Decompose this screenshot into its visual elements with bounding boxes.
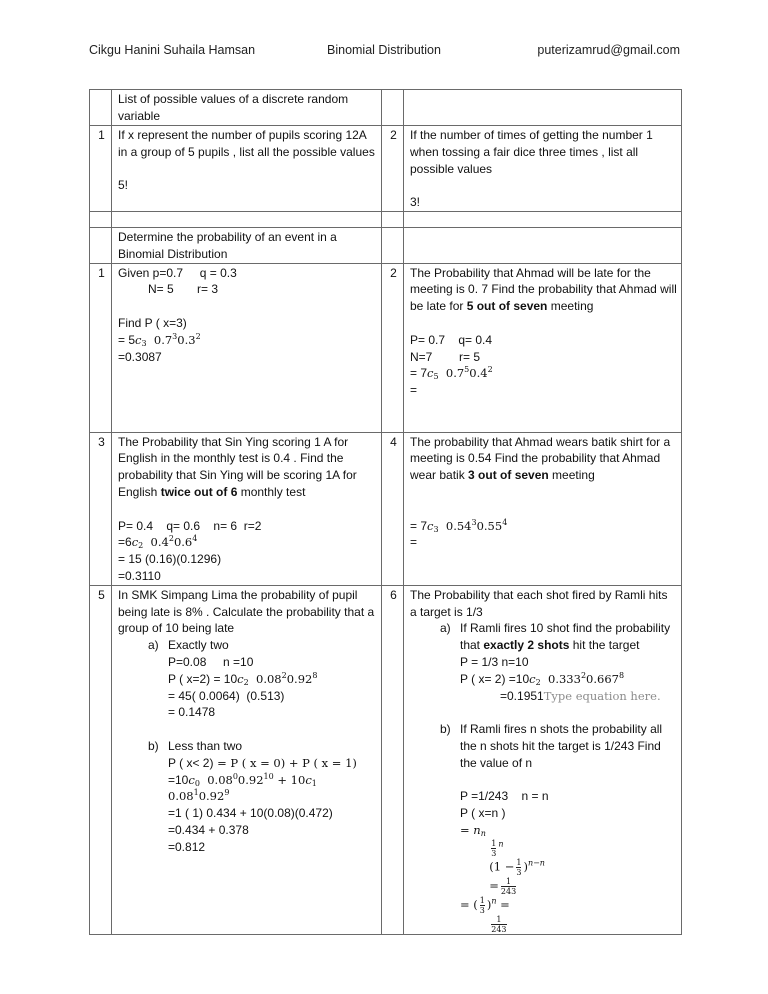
- formula: P ( $x= 2) =10c_2$ 0.333$^2$0.667$^8$: [460, 670, 625, 687]
- working-step: =0.434 + 0.378: [168, 822, 249, 837]
- empty-cell: [404, 228, 682, 264]
- formula: P ( x< 2) = P ( x = 0) + P ( x = 1): [168, 755, 357, 770]
- result: =0.1951Type equation here.: [500, 688, 661, 703]
- section-heading-text: List of possible values of a discrete random variable: [118, 92, 349, 123]
- part-label: a): [440, 621, 451, 636]
- question-cell: [404, 126, 682, 212]
- question-text: In SMK Simpang Lima the probability of pupil being late is 8% . Calculate the probability that a group of 10 being late: [118, 587, 375, 636]
- formula: 0.08$^1$0.92$^9$: [168, 788, 230, 804]
- formula: = $5c_3$ $0.7^30.3^2$: [118, 331, 201, 348]
- question-text: The probability that Ahmad wears batik shirt for a meeting is 0.54 Find the probability that Ahmad wear batik 3 out of seven meeting: [410, 434, 671, 483]
- question-text: If the number of times of getting the number 1 when tossing a fair dice three times , list all possible values: [410, 128, 653, 176]
- answer-text: 3!: [410, 195, 421, 210]
- question-text: If x represent the number of pupils scoring 12A in a group of 5 pupils , list all the possible values: [118, 128, 375, 159]
- empty-cell: [90, 228, 112, 264]
- part-a-text: If Ramli fires 10 shot find the probability that exactly 2 shots hit the target: [460, 621, 671, 653]
- formula: $=6c_2$ $0.4^20.6^4$: [118, 534, 198, 551]
- section-2-header-row: [90, 228, 682, 264]
- section-heading-text: Determine the probability of an event in a Binomial Distribution: [118, 230, 337, 261]
- question-cell: [404, 263, 682, 432]
- question-number: 3: [90, 432, 112, 585]
- page-header: [89, 43, 680, 61]
- separator-row: [90, 212, 682, 228]
- question-row: [90, 585, 682, 934]
- question-number: 1: [90, 126, 112, 212]
- question-number: 5: [90, 585, 112, 934]
- params: P= 0.4 q= 0.6 n= 6 r=2: [118, 518, 262, 533]
- params: P =1/243 n = n: [460, 789, 549, 804]
- worksheet-table: [89, 89, 682, 935]
- result: = 0.1478: [168, 705, 216, 720]
- given-values: Given p=0.7 q = 0.3: [118, 265, 237, 280]
- question-text: The Probability that Sin Ying scoring 1 A for English in the monthly test is 0.4 . Find the probability that Sin Ying will be scoring 1A for English twice out of 6 monthly test: [118, 434, 357, 499]
- document-title: Binomial Distribution: [327, 43, 441, 57]
- part-b: [410, 721, 677, 771]
- find-statement: P ( x=n ): [460, 806, 506, 821]
- working-step: =1 ( 1) 0.434 + 10(0.08)(0.472): [168, 806, 333, 821]
- formula: = $7c_3$ 0.54$^3$0.55$^4$: [410, 517, 508, 534]
- given-values: N= 5 r= 3: [148, 282, 219, 297]
- params: P=0.08 n =10: [168, 654, 254, 669]
- question-cell: [404, 432, 682, 585]
- result: =: [410, 383, 418, 398]
- question-number: 2: [382, 126, 404, 212]
- working-step: = 15 (0.16)(0.1296): [118, 552, 222, 567]
- question-number: 1: [90, 263, 112, 432]
- formula: P ( $x=2) = 10c_2$ 0.08$^2$0.92$^8$: [168, 670, 318, 687]
- empty-cell: [90, 90, 112, 126]
- question-cell: [404, 585, 682, 934]
- formula: $=10c_0$ $0.08^00.92^{10} + 10c_1$: [168, 771, 317, 788]
- question-number: 2: [382, 263, 404, 432]
- formula: = $n_n$ $\frac{1}{3}$ $^n$ (1 − $\frac{1}{3}$ )$^{n-n}$ = $\frac{1}{243}$: [460, 822, 545, 896]
- formula: = $7c_5$ $0.7^50.4^2$: [410, 365, 493, 382]
- section-1-question-row: [90, 126, 682, 212]
- question-cell: [112, 585, 382, 934]
- question-cell: [112, 126, 382, 212]
- answer-text: 5!: [118, 178, 129, 193]
- empty-cell: [404, 212, 682, 228]
- part-b-title: b) Less than two: [148, 738, 243, 753]
- empty-cell: [90, 212, 112, 228]
- question-cell: [112, 263, 382, 432]
- part-a: [410, 620, 677, 654]
- params: N=7 r= 5: [410, 349, 481, 364]
- result: =0.3087: [118, 349, 162, 364]
- equation-placeholder[interactable]: Type equation here.: [543, 688, 661, 703]
- empty-cell: [382, 212, 404, 228]
- question-cell: [112, 432, 382, 585]
- params: P = 1/3 n=10: [460, 654, 529, 669]
- question-number: 4: [382, 432, 404, 585]
- result: =: [410, 535, 418, 550]
- empty-cell: [382, 90, 404, 126]
- empty-cell: [404, 90, 682, 126]
- working-step: = 45( 0.0064) (0.513): [168, 688, 285, 703]
- question-row: [90, 263, 682, 432]
- question-row: [90, 432, 682, 585]
- part-b-text: If Ramli fires n shots the probability all the n shots hit the target is 1/243 Find the value of n: [460, 722, 663, 770]
- question-text: The Probability that each shot fired by Ramli hits a target is 1/3: [410, 587, 668, 619]
- empty-cell: [382, 228, 404, 264]
- find-statement: Find P ( x=3): [118, 315, 187, 330]
- section-2-heading: [112, 228, 382, 264]
- question-text: The Probability that Ahmad will be late for the meeting is 0. 7 Find the probability that Ahmad will be late for 5 out of seven meeting: [410, 265, 677, 314]
- author-name: Cikgu Hanini Suhaila Hamsan: [89, 43, 256, 57]
- result: =0.3110: [118, 568, 161, 583]
- part-label: b): [440, 722, 451, 737]
- params: P= 0.7 q= 0.4: [410, 332, 493, 347]
- section-1-header-row: [90, 90, 682, 126]
- empty-cell: [112, 212, 382, 228]
- part-a-title: a) Exactly two: [148, 638, 229, 653]
- result: =0.812: [168, 839, 206, 854]
- author-email: puterizamrud@gmail.com: [537, 43, 680, 57]
- section-1-heading: [112, 90, 382, 126]
- formula: = ( $\frac{1}{3}$ )$^n$ = $\frac{1}{243}$: [460, 895, 510, 934]
- question-number: 6: [382, 585, 404, 934]
